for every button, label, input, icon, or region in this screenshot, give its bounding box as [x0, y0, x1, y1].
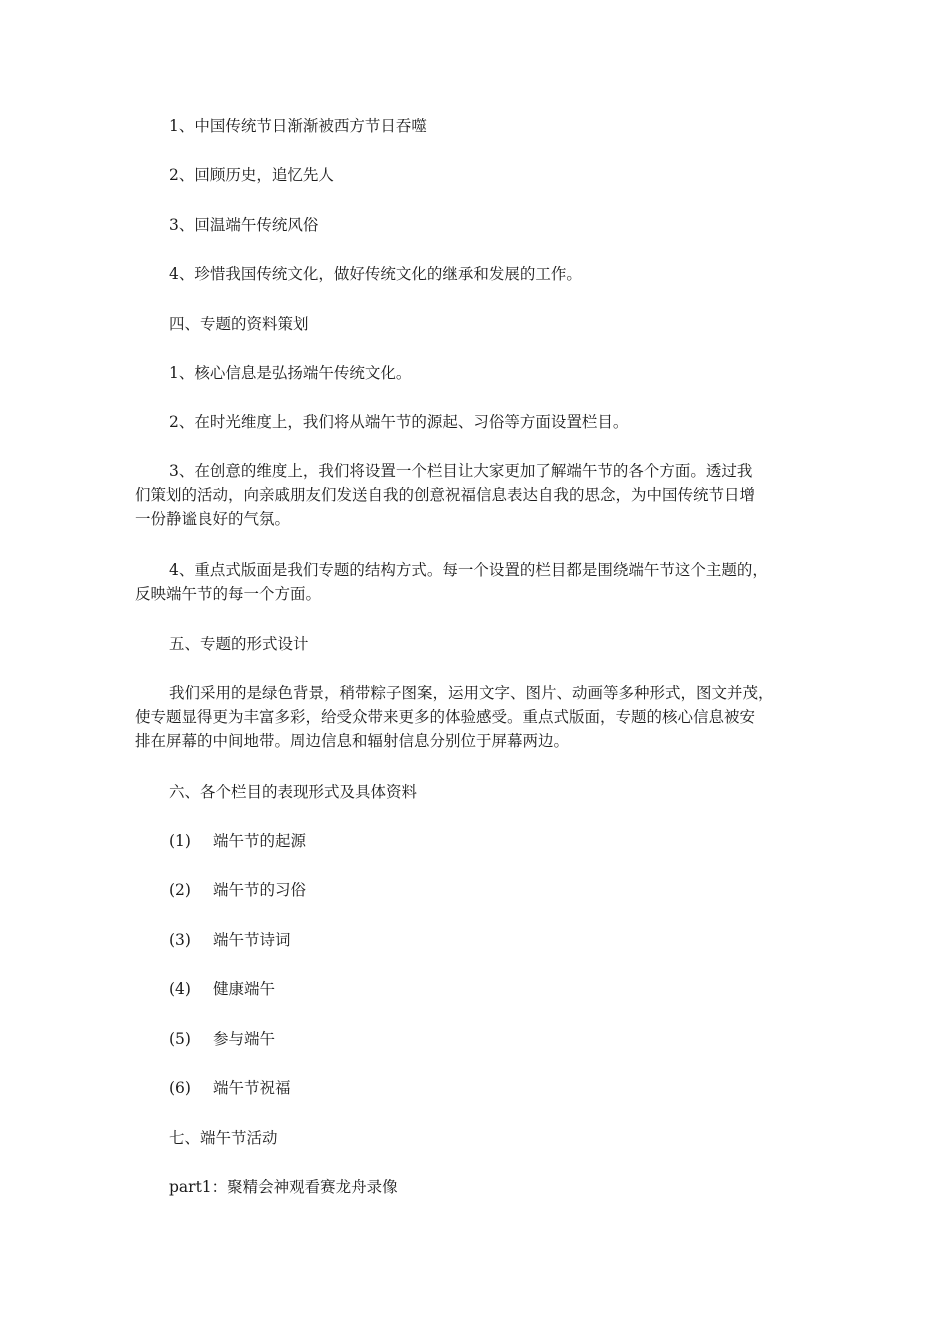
list-number: (1)	[169, 832, 191, 850]
list-label: 端午节的起源	[213, 832, 307, 850]
text-line: 1、核心信息是弘扬端午传统文化。	[169, 364, 412, 382]
paragraph-line: 们策划的活动，向亲戚朋友们发送自我的创意祝福信息表达自我的思念，为中国传统节日增	[135, 486, 756, 504]
list-item	[135, 977, 859, 1001]
section-heading: 七、端午节活动	[169, 1129, 278, 1147]
paragraph-line: 反映端午节的每一个方面。	[135, 585, 322, 603]
list-number: (5)	[169, 1030, 191, 1048]
text-line: 2、回顾历史，追忆先人	[169, 166, 334, 184]
list-label: 端午节祝福	[213, 1079, 291, 1097]
paragraph-line: 使专题显得更为丰富多彩，给受众带来更多的体验感受。重点式版面，专题的核心信息被安	[135, 708, 756, 726]
list-number: (3)	[169, 931, 191, 949]
list-number: (4)	[169, 980, 191, 998]
paragraph-line: 3、在创意的维度上，我们将设置一个栏目让大家更加了解端午节的各个方面。透过我	[169, 462, 753, 480]
section-heading: 五、专题的形式设计	[169, 635, 309, 653]
text-line: part1：聚精会神观看赛龙舟录像	[169, 1178, 398, 1196]
text-line: 1、中国传统节日渐渐被西方节日吞噬	[169, 117, 427, 135]
list-label: 端午节的习俗	[213, 881, 307, 899]
section-heading: 六、各个栏目的表现形式及具体资料	[169, 783, 418, 801]
paragraph-line: 排在屏幕的中间地带。周边信息和辐射信息分别位于屏幕两边。	[135, 732, 570, 750]
list-number: (2)	[169, 881, 191, 899]
list-label: 参与端午	[213, 1030, 276, 1048]
list-item	[135, 1076, 859, 1100]
text-line: 2、在时光维度上，我们将从端午节的源起、习俗等方面设置栏目。	[169, 413, 629, 431]
paragraph-line: 4、重点式版面是我们专题的结构方式。每一个设置的栏目都是围绕端午节这个主题的，	[169, 561, 768, 579]
section-heading: 四、专题的资料策划	[169, 315, 309, 333]
list-item	[135, 829, 859, 853]
list-number: (6)	[169, 1079, 191, 1097]
paragraph	[135, 681, 827, 753]
list-label: 端午节诗词	[213, 931, 291, 949]
paragraph-line: 一份静谧良好的气氛。	[135, 510, 291, 528]
list-label: 健康端午	[213, 980, 276, 998]
paragraph	[135, 459, 827, 531]
list-item	[135, 878, 859, 902]
text-line: 4、珍惜我国传统文化，做好传统文化的继承和发展的工作。	[169, 265, 582, 283]
paragraph	[135, 558, 827, 606]
text-line: 3、回温端午传统风俗	[169, 216, 319, 234]
paragraph-line: 我们采用的是绿色背景，稍带粽子图案，运用文字、图片、动画等多种形式，图文并茂，	[169, 684, 774, 702]
list-item	[135, 1027, 859, 1051]
list-item	[135, 928, 859, 952]
